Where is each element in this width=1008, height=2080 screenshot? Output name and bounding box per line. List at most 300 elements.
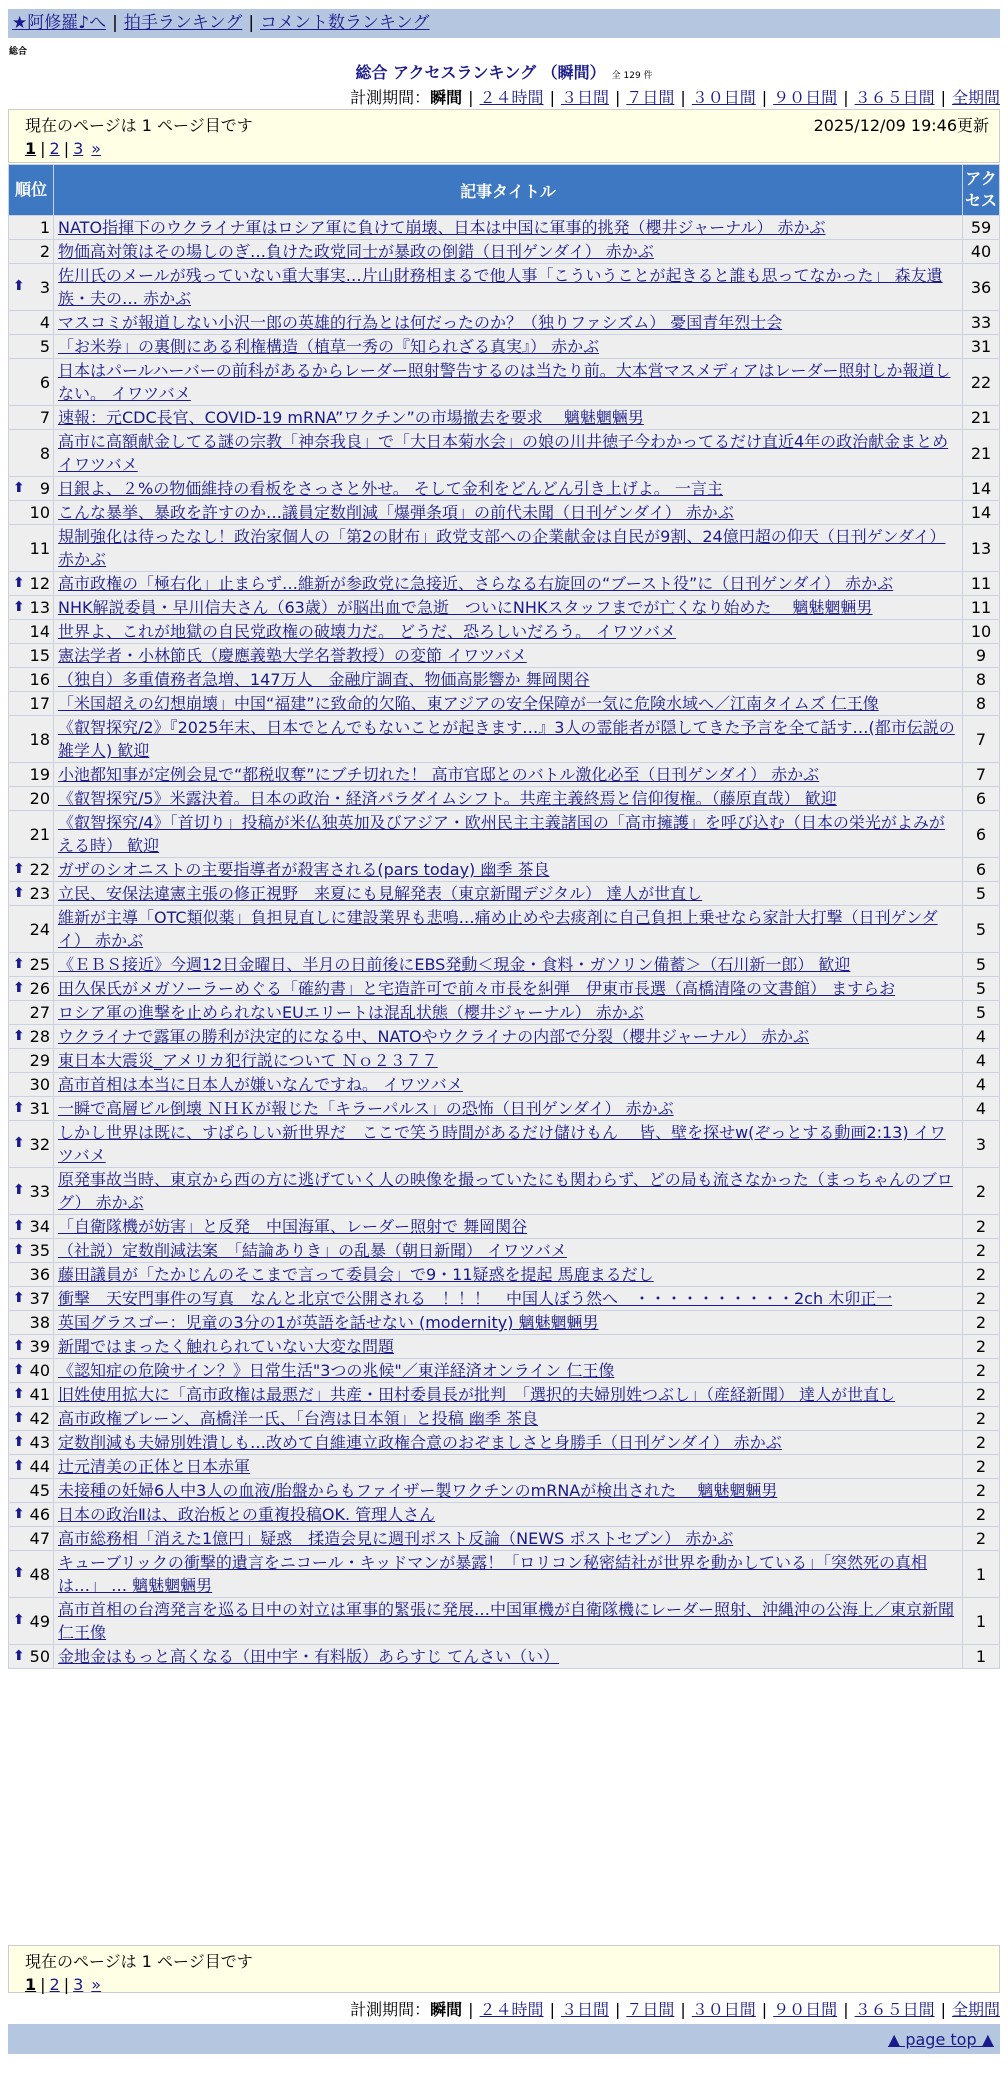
title-cell bbox=[54, 311, 963, 335]
rank-up-arrow-icon: ⬆ bbox=[13, 1433, 25, 1450]
table-row bbox=[9, 477, 1000, 501]
article-link[interactable]: ウクライナで露軍の勝利が決定的になる中、NATOやウクライナの内部で分裂（櫻井ジャーナル） 赤かぶ bbox=[58, 1027, 810, 1046]
article-link[interactable]: 憲法学者・小林節氏（慶應義塾大学名誉教授）の変節 イワツバメ bbox=[58, 646, 527, 665]
table-row bbox=[9, 906, 1000, 953]
table-row bbox=[9, 1287, 1000, 1311]
title-cell bbox=[54, 1121, 963, 1168]
table-row bbox=[9, 335, 1000, 359]
title-cell bbox=[54, 644, 963, 668]
article-link[interactable]: 高市総務相「消えた1億円」疑惑 揉造会見に週刊ポスト反論（NEWS ポストセブン） 赤かぶ bbox=[58, 1529, 734, 1548]
current-page-text: 現在のページは 1 ページ目です bbox=[25, 1952, 253, 1971]
rank-cell bbox=[9, 1168, 54, 1215]
period-separator: | bbox=[549, 2000, 555, 2019]
rank-cell bbox=[9, 1431, 54, 1455]
table-row bbox=[9, 1359, 1000, 1383]
article-link[interactable]: 速報：元CDC長官、COVID-19 mRNA”ワクチン”の市場撤去を要求 魑魅魍魎男 bbox=[58, 408, 644, 427]
period-separator: | bbox=[614, 88, 621, 107]
page-link[interactable]: 3 bbox=[73, 1975, 84, 1994]
access-column-header: アクセス bbox=[963, 165, 1000, 216]
rank-cell bbox=[9, 1287, 54, 1311]
title-cell bbox=[54, 1215, 963, 1239]
rank-number: 34 bbox=[29, 1217, 50, 1236]
table-row bbox=[9, 977, 1000, 1001]
title-cell bbox=[54, 763, 963, 787]
total-count: 全 129 件 bbox=[611, 71, 653, 81]
period-option-link[interactable]: ３６５日間 bbox=[854, 2000, 935, 2019]
table-row bbox=[9, 359, 1000, 406]
article-link[interactable]: 未接種の妊婦6人中3人の血液/胎盤からもファイザー製ワクチンのmRNAが検出された 魑魅魍魎男 bbox=[58, 1481, 778, 1500]
pagination-separator: | bbox=[63, 139, 70, 158]
access-count: 4 bbox=[963, 1097, 1000, 1121]
title-cell bbox=[54, 1287, 963, 1311]
pagination-separator: | bbox=[40, 139, 46, 158]
title-cell bbox=[54, 1335, 963, 1359]
article-link[interactable]: 定数削減も夫婦別姓潰しも…改めて自維連立政権合意のおぞましさと身勝手（日刊ゲンダイ） 赤かぶ bbox=[58, 1433, 782, 1452]
rank-number: 1 bbox=[39, 218, 50, 237]
table-row bbox=[9, 311, 1000, 335]
table-row bbox=[9, 596, 1000, 620]
article-link[interactable]: 世界よ、これが地獄の自民党政権の破壊力だ。 どうだ、恐ろしいだろう。 イワツバメ bbox=[58, 622, 676, 641]
rank-up-arrow-icon: ⬆ bbox=[13, 1385, 25, 1402]
table-row bbox=[9, 1311, 1000, 1335]
rank-cell bbox=[9, 264, 54, 311]
access-count: 6 bbox=[963, 787, 1000, 811]
rank-up-arrow-icon: ⬆ bbox=[13, 1099, 25, 1116]
rank-number: 33 bbox=[29, 1181, 50, 1201]
rank-cell bbox=[9, 882, 54, 906]
rank-cell bbox=[9, 1527, 54, 1551]
rank-number: 16 bbox=[29, 670, 50, 689]
rank-number: 32 bbox=[29, 1134, 50, 1154]
next-page-link[interactable]: » bbox=[91, 139, 102, 158]
rank-cell bbox=[9, 1645, 54, 1669]
article-link[interactable]: 新聞ではまったく触れられていない大変な問題 bbox=[58, 1337, 395, 1356]
rank-number: 28 bbox=[29, 1027, 50, 1046]
access-count: 6 bbox=[963, 858, 1000, 882]
access-count: 8 bbox=[963, 668, 1000, 692]
table-row bbox=[9, 1455, 1000, 1479]
table-row bbox=[9, 668, 1000, 692]
rank-cell bbox=[9, 1049, 54, 1073]
access-count: 2 bbox=[963, 1359, 1000, 1383]
access-count: 4 bbox=[963, 1025, 1000, 1049]
rank-number: 25 bbox=[29, 955, 50, 974]
page-top-link[interactable]: ▲ page top ▲ bbox=[887, 2030, 994, 2049]
period-option-link[interactable]: ２４時間 bbox=[479, 88, 544, 107]
access-count: 2 bbox=[963, 1479, 1000, 1503]
table-row bbox=[9, 1073, 1000, 1097]
article-link[interactable]: マスコミが報道しない小沢一郎の英雄的行為とは何だったのか？（独りファシズム） 憂国青年烈士会 bbox=[58, 313, 783, 332]
rank-cell bbox=[9, 858, 54, 882]
table-row bbox=[9, 1097, 1000, 1121]
article-link[interactable]: 英国グラスゴー：児童の3分の1が英語を話せない (modernity) 魑魅魍魎男 bbox=[58, 1313, 599, 1332]
title-cell bbox=[54, 977, 963, 1001]
rank-cell bbox=[9, 1025, 54, 1049]
article-link[interactable]: 《ＥＢＳ接近》今週12日金曜日、半月の日前後にEBS発動＜現金・食料・ガソリン備蓄＞（石川新一郎） 歓迎 bbox=[58, 955, 851, 974]
rank-cell bbox=[9, 1311, 54, 1335]
table-row bbox=[9, 1431, 1000, 1455]
rank-number: 38 bbox=[29, 1313, 50, 1332]
access-count: 31 bbox=[963, 335, 1000, 359]
rank-cell bbox=[9, 359, 54, 406]
rank-number: 36 bbox=[29, 1265, 50, 1284]
access-count: 36 bbox=[963, 264, 1000, 311]
table-row bbox=[9, 406, 1000, 430]
rank-cell bbox=[9, 1598, 54, 1645]
article-link[interactable]: （社説）定数削減法案 「結論ありき」の乱暴（朝日新聞） イワツバメ bbox=[58, 1241, 567, 1260]
article-link[interactable]: 「米国超えの幻想崩壊」中国“福建”に致命的欠陥、東アジアの安全保障が一気に危険水域へ／江南タイムズ 仁王像 bbox=[58, 694, 879, 713]
rank-number: 43 bbox=[29, 1433, 50, 1452]
rank-number: 10 bbox=[29, 503, 50, 522]
table-row bbox=[9, 1479, 1000, 1503]
rank-number: 27 bbox=[29, 1003, 50, 1022]
title-cell bbox=[54, 1431, 963, 1455]
home-link[interactable]: ★阿修羅♪へ bbox=[12, 13, 107, 33]
title-cell bbox=[54, 477, 963, 501]
article-link[interactable]: 高市政権ブレーン、高橋洋一氏、「台湾は日本領」と投稿 幽季 茶良 bbox=[58, 1409, 538, 1428]
rank-cell bbox=[9, 525, 54, 572]
table-row bbox=[9, 1527, 1000, 1551]
table-row bbox=[9, 264, 1000, 311]
rank-cell bbox=[9, 1239, 54, 1263]
access-count: 2 bbox=[963, 1215, 1000, 1239]
access-count: 2 bbox=[963, 1335, 1000, 1359]
article-link[interactable]: 原発事故当時、東京から西の方に逃げていく人の映像を撮っていたにも関わらず、どの局も流さなかった（まっちゃんのブログ） 赤かぶ bbox=[58, 1170, 953, 1212]
rank-cell bbox=[9, 668, 54, 692]
rank-cell bbox=[9, 787, 54, 811]
article-link[interactable]: 規制強化は待ったなし！政治家個人の「第2の財布」政党支部への企業献金は自民が9割、24億円超の仰天（日刊ゲンダイ） 赤かぶ bbox=[58, 527, 946, 569]
title-column-header: 記事タイトル bbox=[54, 165, 963, 216]
ranking-table-body bbox=[9, 216, 1000, 1669]
article-link[interactable]: 高市政権の「極右化」止まらず…維新が参政党に急接近、さらなる右旋回の“ブースト役”に（日刊ゲンダイ） 赤かぶ bbox=[58, 574, 894, 593]
table-row bbox=[9, 1121, 1000, 1168]
table-row bbox=[9, 953, 1000, 977]
rank-cell bbox=[9, 240, 54, 264]
table-row bbox=[9, 787, 1000, 811]
title-cell bbox=[54, 1263, 963, 1287]
next-page-link[interactable]: » bbox=[91, 1975, 102, 1994]
rank-up-arrow-icon: ⬆ bbox=[13, 1565, 25, 1582]
title-cell bbox=[54, 953, 963, 977]
article-link[interactable]: キューブリックの衝撃的遺言をニコール・キッドマンが暴露！「ロリコン秘密結社が世界を動かしている」「突然死の真相は…」 … 魑魅魍魎男 bbox=[58, 1553, 927, 1595]
article-link[interactable]: 日本の政治Ⅱは、政治板との重複投稿OK. 管理人さん bbox=[58, 1505, 436, 1524]
article-link[interactable]: 維新が主導「OTC類似薬」負担見直しに建設業界も悲鳴…痛め止めや去痰剤に自己負担上乗せなら家計大打撃（日刊ゲンダイ） 赤かぶ bbox=[58, 908, 938, 950]
title-cell bbox=[54, 1239, 963, 1263]
article-link[interactable]: NHK解説委員・早川信夫さん（63歳）が脳出血で急逝 ついにNHKスタッフまでが亡くなり始めた 魑魅魍魎男 bbox=[58, 598, 873, 617]
title-cell bbox=[54, 1598, 963, 1645]
table-row bbox=[9, 430, 1000, 477]
table-row bbox=[9, 811, 1000, 858]
article-link[interactable]: 東日本大震災_アメリカ犯行説について Ｎｏ２３７７ bbox=[58, 1051, 438, 1070]
title-cell bbox=[54, 1383, 963, 1407]
access-count: 2 bbox=[963, 1527, 1000, 1551]
rank-cell bbox=[9, 763, 54, 787]
period-separator: | bbox=[843, 88, 849, 107]
rank-up-arrow-icon: ⬆ bbox=[13, 955, 25, 972]
title-cell bbox=[54, 1168, 963, 1215]
table-row bbox=[9, 1407, 1000, 1431]
access-count: 11 bbox=[963, 572, 1000, 596]
article-link[interactable]: 高市に高額献金してる謎の宗教「神奈我良」で「大日本菊水会」の娘の川井徳子今わかってるだけ直近4年の政治献金まとめ イワツバメ bbox=[58, 432, 949, 474]
rank-number: 4 bbox=[39, 313, 50, 332]
article-link[interactable]: ガザのシオニストの主要指導者が殺害される(pars today) 幽季 茶良 bbox=[58, 860, 550, 879]
article-link[interactable]: NATO指揮下のウクライナ軍はロシア軍に負けて崩壊、日本は中国に軍事的挑発（櫻井ジャーナル） 赤かぶ bbox=[58, 218, 826, 237]
access-count: 2 bbox=[963, 1455, 1000, 1479]
period-separator: | bbox=[940, 88, 946, 107]
table-row bbox=[9, 1263, 1000, 1287]
rank-cell bbox=[9, 644, 54, 668]
article-link[interactable]: 藤田議員が「たかじんのそこまで言って委員会」で9・11疑惑を提起 馬鹿まるだし bbox=[58, 1265, 654, 1284]
rank-cell bbox=[9, 1215, 54, 1239]
period-option-link[interactable]: ７日間 bbox=[626, 88, 675, 107]
rank-number: 23 bbox=[29, 884, 50, 903]
rank-cell bbox=[9, 596, 54, 620]
article-link[interactable]: ロシア軍の進撃を止められないEUエリートは混乱状態（櫻井ジャーナル） 赤かぶ bbox=[58, 1003, 644, 1022]
current-page-number: 1 bbox=[25, 139, 37, 158]
rank-up-arrow-icon: ⬆ bbox=[13, 1135, 25, 1152]
article-link[interactable]: 辻元清美の正体と日本赤軍 bbox=[58, 1457, 251, 1476]
rank-cell bbox=[9, 430, 54, 477]
table-row bbox=[9, 1645, 1000, 1669]
access-count: 2 bbox=[963, 1383, 1000, 1407]
period-selector-bottom bbox=[350, 1997, 1000, 2020]
article-link[interactable]: （独自）多重債務者急増、147万人 金融庁調査、物価高影響か 舞岡関谷 bbox=[58, 670, 590, 689]
title-cell bbox=[54, 1049, 963, 1073]
page-link[interactable]: 2 bbox=[49, 1975, 60, 1994]
rank-cell bbox=[9, 692, 54, 716]
rank-cell bbox=[9, 953, 54, 977]
rank-cell bbox=[9, 1097, 54, 1121]
bottom-bar bbox=[8, 2024, 1000, 2054]
period-option-link[interactable]: ３日間 bbox=[560, 2000, 609, 2019]
category-label: 総合 bbox=[9, 47, 28, 57]
rank-up-arrow-icon: ⬆ bbox=[13, 1612, 25, 1629]
article-link[interactable]: 《認知症の危険サイン？》日常生活"3つの兆候"／東洋経済オンライン 仁王像 bbox=[58, 1361, 615, 1380]
rank-number: 13 bbox=[29, 598, 50, 617]
rank-cell bbox=[9, 1335, 54, 1359]
title-cell bbox=[54, 692, 963, 716]
rank-number: 31 bbox=[29, 1099, 50, 1118]
period-current: 瞬間 bbox=[430, 88, 463, 107]
page-info-bottom bbox=[8, 1945, 1000, 1993]
article-link[interactable]: 《叡智探究/5》米露決着。日本の政治・経済パラダイムシフト。共産主義終焉と信仰復権。（藤原直哉） 歓迎 bbox=[58, 789, 837, 808]
rank-number: 7 bbox=[39, 408, 50, 427]
table-row bbox=[9, 240, 1000, 264]
current-page-text: 現在のページは 1 ページ目です bbox=[25, 116, 253, 135]
article-link[interactable]: 金地金はもっと高くなる（田中宇・有料版）あらすじ てんさい（い） bbox=[58, 1647, 560, 1666]
rank-cell bbox=[9, 1455, 54, 1479]
rank-up-arrow-icon: ⬆ bbox=[13, 1289, 25, 1306]
article-link[interactable]: 《叡智探究/2》『2025年末、日本でとんでもないことが起きます…』3人の霊能者が隠してきた予言を全て話す…(都市伝説の雑学人) 歓迎 bbox=[58, 718, 955, 760]
rank-up-arrow-icon: ⬆ bbox=[13, 1241, 25, 1258]
rank-cell bbox=[9, 1383, 54, 1407]
title-cell bbox=[54, 1645, 963, 1669]
period-option-link[interactable]: ３０日間 bbox=[691, 2000, 756, 2019]
access-count: 21 bbox=[963, 406, 1000, 430]
title-cell bbox=[54, 787, 963, 811]
table-row bbox=[9, 1239, 1000, 1263]
access-count: 1 bbox=[963, 1645, 1000, 1669]
period-option-link[interactable]: ７日間 bbox=[626, 2000, 675, 2019]
top-navigation-bar bbox=[8, 9, 1000, 38]
table-row bbox=[9, 501, 1000, 525]
period-option-link[interactable]: ３日間 bbox=[560, 88, 609, 107]
title-cell bbox=[54, 525, 963, 572]
access-count: 22 bbox=[963, 359, 1000, 406]
period-option-link[interactable]: ３０日間 bbox=[691, 88, 756, 107]
rank-number: 49 bbox=[29, 1611, 50, 1631]
title-cell bbox=[54, 501, 963, 525]
page-link[interactable]: 2 bbox=[49, 139, 60, 158]
title-cell bbox=[54, 811, 963, 858]
access-count: 3 bbox=[963, 1121, 1000, 1168]
nav-separator: | bbox=[112, 13, 118, 33]
rank-number: 8 bbox=[39, 443, 50, 463]
access-count: 2 bbox=[963, 1503, 1000, 1527]
clap-ranking-link[interactable]: 拍手ランキング bbox=[123, 13, 243, 33]
period-separator: | bbox=[761, 2000, 768, 2019]
period-label: 計測期間： bbox=[350, 2000, 431, 2019]
article-link[interactable]: 田久保氏がメガソーラーめぐる「確約書」と宅造許可で前々市長を糾弾 伊東市長選（高橋清隆の文書館） ますらお bbox=[58, 979, 896, 998]
period-option-link[interactable]: ９０日間 bbox=[773, 88, 838, 107]
access-count: 2 bbox=[963, 1263, 1000, 1287]
period-option-link[interactable]: 全期間 bbox=[951, 2000, 1000, 2019]
article-link[interactable]: 小池都知事が定例会見で“都税収奪”にブチ切れた！ 高市官邸とのバトル激化必至（日刊ゲンダイ） 赤かぶ bbox=[58, 765, 820, 784]
rank-up-arrow-icon: ⬆ bbox=[13, 1217, 25, 1234]
table-row bbox=[9, 1503, 1000, 1527]
period-option-link[interactable]: 全期間 bbox=[951, 88, 1000, 107]
period-separator: | bbox=[468, 88, 474, 107]
access-count: 2 bbox=[963, 1168, 1000, 1215]
nav-separator: | bbox=[248, 13, 255, 33]
title-cell bbox=[54, 1097, 963, 1121]
rank-up-arrow-icon: ⬆ bbox=[13, 1361, 25, 1378]
period-option-link[interactable]: ９０日間 bbox=[773, 2000, 838, 2019]
rank-number: 41 bbox=[29, 1385, 50, 1404]
rank-cell bbox=[9, 572, 54, 596]
rank-cell bbox=[9, 1359, 54, 1383]
table-row bbox=[9, 716, 1000, 763]
rank-number: 35 bbox=[29, 1241, 50, 1260]
ranking-table bbox=[8, 164, 1000, 1669]
rank-cell bbox=[9, 1551, 54, 1598]
article-link[interactable]: 衝撃 天安門事件の写真 なんと北京で公開される ！！！ 中国人ぼう然へ ・・・・・・・・・・2ch 木卯正一 bbox=[58, 1289, 893, 1308]
title-cell bbox=[54, 1503, 963, 1527]
updated-timestamp: 2025/12/09 19:46更新 bbox=[813, 116, 989, 135]
access-count: 8 bbox=[963, 692, 1000, 716]
title-cell bbox=[54, 430, 963, 477]
title-cell bbox=[54, 716, 963, 763]
rank-number: 9 bbox=[39, 479, 50, 498]
access-count: 1 bbox=[963, 1551, 1000, 1598]
rank-cell bbox=[9, 977, 54, 1001]
access-count: 7 bbox=[963, 763, 1000, 787]
rank-up-arrow-icon: ⬆ bbox=[13, 979, 25, 996]
rank-number: 46 bbox=[29, 1505, 50, 1524]
title-cell bbox=[54, 1025, 963, 1049]
title-cell bbox=[54, 1551, 963, 1598]
access-count: 4 bbox=[963, 1049, 1000, 1073]
access-count: 9 bbox=[963, 644, 1000, 668]
rank-number: 29 bbox=[29, 1051, 50, 1070]
title-cell bbox=[54, 1455, 963, 1479]
article-link[interactable]: 物価高対策はその場しのぎ…負けた政党同士が暴政の倒錯（日刊ゲンダイ） 赤かぶ bbox=[58, 242, 654, 261]
title-cell bbox=[54, 620, 963, 644]
rank-number: 6 bbox=[39, 372, 50, 392]
period-option-link[interactable]: ３６５日間 bbox=[854, 88, 935, 107]
period-selector-top bbox=[350, 85, 1000, 108]
rank-cell bbox=[9, 811, 54, 858]
title-cell bbox=[54, 406, 963, 430]
rank-number: 11 bbox=[29, 538, 50, 558]
access-count: 13 bbox=[963, 525, 1000, 572]
current-page-number: 1 bbox=[25, 1975, 37, 1994]
article-link[interactable]: 「自衛隊機が妨害」と反発 中国海軍、レーダー照射で 舞岡関谷 bbox=[58, 1217, 528, 1236]
period-separator: | bbox=[680, 2000, 686, 2019]
article-link[interactable]: 《叡智探究/4》「首切り」投稿が米仏独英加及びアジア・欧州民主主義諸国の「高市擁護」を呼び込む（日本の栄光がよみがえる時） 歓迎 bbox=[58, 813, 945, 855]
title-cell bbox=[54, 668, 963, 692]
rank-cell bbox=[9, 477, 54, 501]
rank-cell bbox=[9, 1001, 54, 1025]
rank-up-arrow-icon: ⬆ bbox=[13, 1647, 25, 1664]
article-link[interactable]: 「お米券」の裏側にある利権構造（植草一秀の『知られざる真実』） 赤かぶ bbox=[58, 337, 600, 356]
access-count: 5 bbox=[963, 953, 1000, 977]
article-link[interactable]: 高市首相の台湾発言を巡る日中の対立は軍事的緊張に発展…中国軍機が自衛隊機にレーダー照射、沖縄沖の公海上／東京新聞 仁王像 bbox=[58, 1600, 955, 1642]
article-link[interactable]: 旧姓使用拡大に「高市政権は最悪だ」共産・田村委員長が批判 「選択的夫婦別姓つぶし」（産経新聞） 達人が世直し bbox=[58, 1385, 896, 1404]
rank-column-header: 順位 bbox=[9, 165, 54, 216]
rank-number: 42 bbox=[29, 1409, 50, 1428]
article-link[interactable]: 高市首相は本当に日本人が嫌いなんですね。 イワツバメ bbox=[58, 1075, 463, 1094]
article-link[interactable]: 立民、安保法違憲主張の修正視野 来夏にも見解発表（東京新聞デジタル） 達人が世直し bbox=[58, 884, 703, 903]
comment-ranking-link[interactable]: コメント数ランキング bbox=[260, 13, 430, 33]
rank-up-arrow-icon: ⬆ bbox=[13, 598, 25, 615]
article-link[interactable]: 日本はパールハーバーの前科があるからレーダー照射警告するのは当たり前。大本営マスメディアはレーダー照射しか報道しない。 イワツバメ bbox=[58, 361, 951, 403]
access-count: 5 bbox=[963, 1001, 1000, 1025]
page-link[interactable]: 3 bbox=[73, 139, 84, 158]
rank-up-arrow-icon: ⬆ bbox=[13, 884, 25, 901]
title-cell bbox=[54, 240, 963, 264]
article-link[interactable]: しかし世界は既に、すばらしい新世界だ ここで笑う時間があるだけ儲けもん 皆、壁を探せw(ぞっとする動画2:13) イワツバメ bbox=[58, 1123, 946, 1165]
rank-cell bbox=[9, 1073, 54, 1097]
article-link[interactable]: 日銀よ、２%の物価維持の看板をさっさと外せ。 そして金利をどんどん引き上げよ。 一言主 bbox=[58, 479, 723, 498]
rank-number: 47 bbox=[29, 1529, 50, 1548]
access-count: 5 bbox=[963, 906, 1000, 953]
rank-number: 44 bbox=[29, 1457, 50, 1476]
access-count: 6 bbox=[963, 811, 1000, 858]
access-count: 14 bbox=[963, 477, 1000, 501]
access-count: 40 bbox=[963, 240, 1000, 264]
rank-up-arrow-icon: ⬆ bbox=[13, 278, 25, 295]
article-link[interactable]: 佐川氏のメールが残っていない重大事実…片山財務相まるで他人事「こういうことが起きると誰も思ってなかった」 森友遺族・夫の… 赤かぶ bbox=[58, 266, 943, 308]
table-row bbox=[9, 1598, 1000, 1645]
table-row bbox=[9, 1025, 1000, 1049]
access-count: 10 bbox=[963, 620, 1000, 644]
rank-number: 40 bbox=[29, 1361, 50, 1380]
title-cell bbox=[54, 906, 963, 953]
access-count: 2 bbox=[963, 1431, 1000, 1455]
title-cell bbox=[54, 882, 963, 906]
rank-number: 50 bbox=[29, 1647, 50, 1666]
title-cell bbox=[54, 264, 963, 311]
article-link[interactable]: 一瞬で高層ビル倒壊 ＮＨＫが報じた「キラーパルス」の恐怖（日刊ゲンダイ） 赤かぶ bbox=[58, 1099, 674, 1118]
pagination-separator: | bbox=[63, 1975, 70, 1994]
article-link[interactable]: こんな暴挙、暴政を許すのか…議員定数削減「爆弾条項」の前代未聞（日刊ゲンダイ） 赤かぶ bbox=[58, 503, 734, 522]
access-count: 4 bbox=[963, 1073, 1000, 1097]
access-count: 5 bbox=[963, 882, 1000, 906]
period-option-link[interactable]: ２４時間 bbox=[479, 2000, 544, 2019]
table-row bbox=[9, 572, 1000, 596]
table-row bbox=[9, 1551, 1000, 1598]
